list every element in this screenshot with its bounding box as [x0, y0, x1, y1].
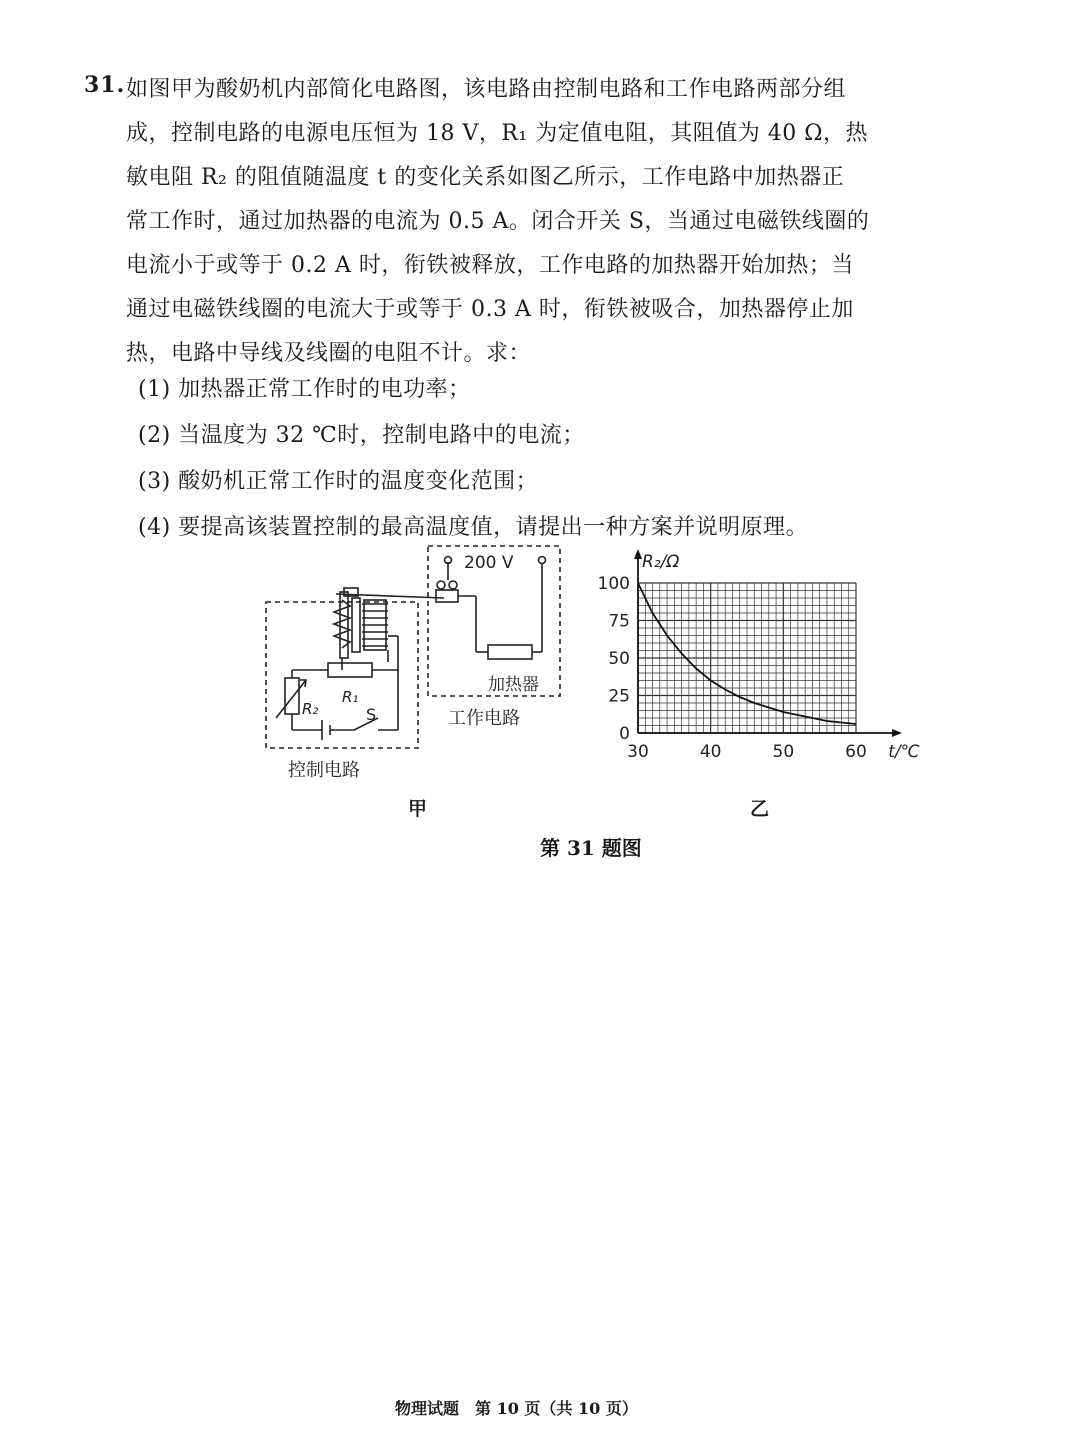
x-tick-label: 30	[627, 742, 649, 762]
y-tick-label: 75	[608, 611, 630, 632]
contact-block	[436, 590, 458, 602]
r1-resistor	[328, 663, 372, 677]
electromagnet-coil	[362, 600, 388, 650]
footer-page: 第 10 页（共 10 页）	[475, 1399, 638, 1418]
sub-question: (3) 酸奶机正常工作时的温度变化范围；	[138, 469, 539, 494]
y-tick-label: 0	[619, 724, 630, 744]
question-line: 热，电路中导线及线圈的电阻不计。求：	[126, 341, 532, 366]
voltage-label: 200 V	[464, 553, 514, 573]
y-tick-label: 100	[597, 574, 630, 594]
r2-thermistor	[285, 678, 299, 714]
switch-label: S	[366, 705, 377, 724]
y-tick-label: 25	[608, 686, 630, 707]
question-line: 如图甲为酸奶机内部简化电路图，该电路由控制电路和工作电路两部分组	[126, 77, 847, 102]
x-tick-label: 60	[845, 742, 867, 762]
r1-label: R₁	[342, 688, 359, 706]
heater	[488, 645, 532, 659]
question-number: 31.	[84, 72, 126, 98]
y-axis-label: R₂/Ω	[642, 552, 680, 572]
x-axis-label: t/℃	[888, 742, 920, 762]
figure-jia-label: 甲	[408, 798, 428, 820]
page-footer	[395, 1396, 638, 1419]
x-tick-label: 40	[699, 742, 722, 762]
working-circuit-label: 工作电路	[448, 708, 520, 729]
footer-subject: 物理试题	[395, 1399, 460, 1418]
figure-caption: 第 31 题图	[540, 836, 642, 860]
sub-question: (2) 当温度为 32 ℃时，控制电路中的电流；	[138, 423, 585, 448]
question-line: 电流小于或等于 0.2 A 时，衔铁被释放，工作电路的加热器开始加热；当	[126, 253, 854, 278]
y-axis-arrow	[634, 549, 642, 559]
y-tick-label: 50	[608, 649, 630, 669]
heater-label: 加热器	[488, 675, 539, 695]
sub-question: (4) 要提高该装置控制的最高温度值，请提出一种方案并说明原理。	[138, 515, 809, 540]
figure-yi-label: 乙	[750, 798, 770, 820]
control-circuit-box	[266, 602, 418, 748]
question-line: 通过电磁铁线圈的电流大于或等于 0.3 A 时，衔铁被吸合，加热器停止加	[126, 297, 854, 322]
r2-label: R₂	[302, 700, 319, 718]
question-line: 成，控制电路的电源电压恒为 18 V，R₁ 为定值电阻，其阻值为 40 Ω，热	[126, 121, 868, 146]
resistance-temperature-chart	[590, 545, 920, 775]
question-line: 敏电阻 R₂ 的阻值随温度 t 的变化关系如图乙所示，工作电路中加热器正	[126, 165, 845, 190]
sub-question: (1) 加热器正常工作时的电功率；	[138, 377, 471, 402]
question-line: 常工作时，通过加热器的电流为 0.5 A。闭合开关 S，当通过电磁铁线圈的	[126, 209, 870, 234]
x-axis-arrow	[892, 729, 902, 737]
control-circuit-label: 控制电路	[288, 760, 360, 781]
circuit-diagram	[258, 540, 578, 790]
x-tick-label: 50	[772, 742, 795, 762]
